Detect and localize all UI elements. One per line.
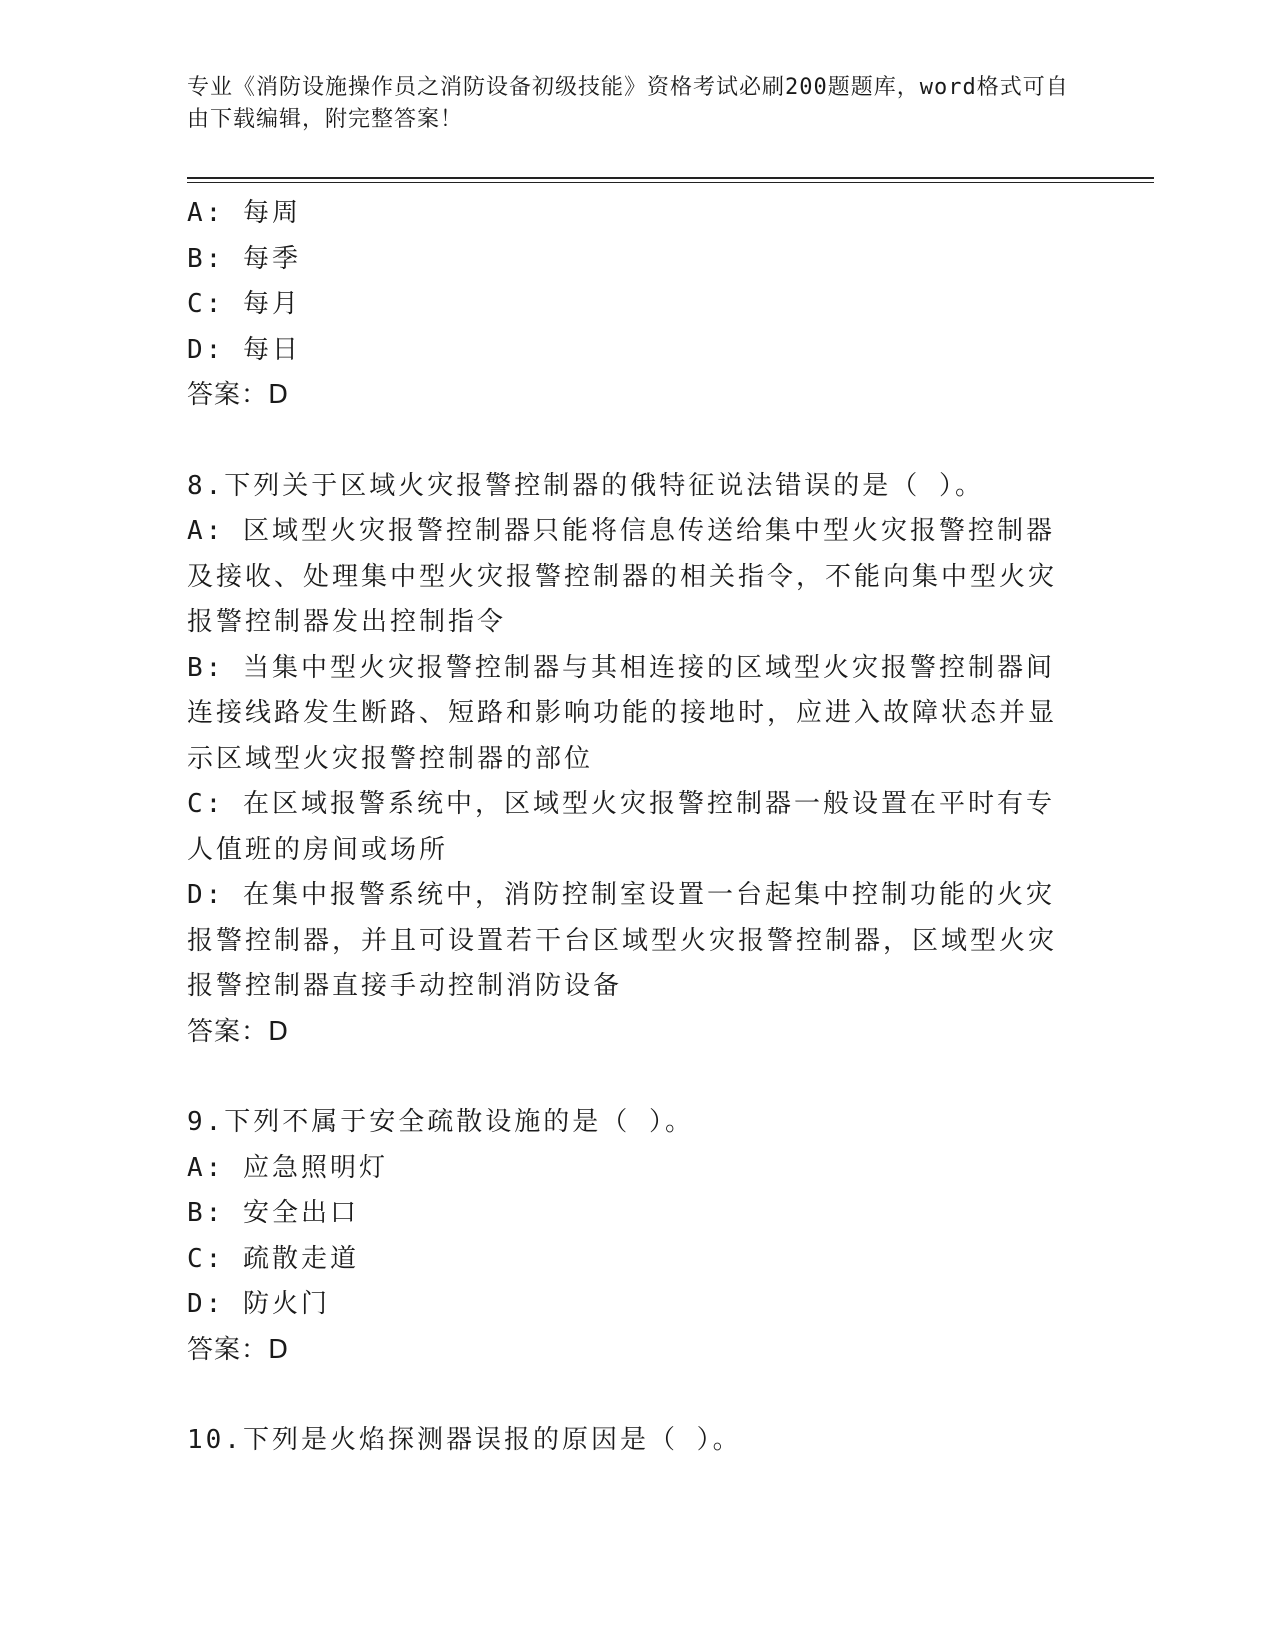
- option-d: D: 在集中报警系统中，消防控制室设置一台起集中控制功能的火灾报警控制器，并且可设置若干台区域型火灾报警控制器，区域型火灾报警控制器直接手动控制消防设备: [187, 880, 1058, 1001]
- answer-line: 答案：D: [187, 1334, 290, 1365]
- option-b: B: 当集中型火灾报警控制器与其相连接的区域型火灾报警控制器间连接线路发生断路、短路和影响功能的接地时，应进入故障状态并显示区域型火灾报警控制器的部位: [187, 652, 1058, 774]
- option-c: C: 疏散走道: [187, 1243, 359, 1274]
- option-c: C: 在区域报警系统中，区域型火灾报警控制器一般设置在平时有专人值班的房间或场所: [187, 789, 1055, 865]
- option-b: B: 每季: [187, 243, 301, 274]
- option-a: A: 区域型火灾报警控制器只能将信息传送给集中型火灾报警控制器及接收、处理集中型火灾报警控制器的相关指令，不能向集中型火灾报警控制器发出控制指令: [187, 516, 1058, 637]
- question-9-block: [187, 1100, 1077, 1373]
- option-d: D: 防火门: [187, 1289, 330, 1319]
- question-10-block: [187, 1418, 1077, 1464]
- option-b: B: 安全出口: [187, 1198, 359, 1228]
- answer-line: 答案：D: [187, 380, 290, 410]
- question-8-block: [187, 464, 1077, 1056]
- question-text: 10.下列是火焰探测器误报的原因是（ ）。: [187, 1425, 742, 1455]
- option-a: A: 每周: [187, 198, 301, 228]
- document-header: 专业《消防设施操作员之消防设备初级技能》资格考试必刷200题题库，word格式可自由下载编辑，附完整答案！: [187, 75, 1069, 132]
- answer-line: 答案：D: [187, 1016, 290, 1047]
- question-list: [187, 191, 1077, 1464]
- option-c: C: 每月: [187, 289, 301, 319]
- header-divider-thin: [187, 182, 1154, 183]
- question-7-block: [187, 191, 1077, 419]
- question-text: 9.下列不属于安全疏散设施的是（ ）。: [187, 1107, 694, 1137]
- header-divider-thick: [187, 177, 1154, 179]
- option-d: D: 每日: [187, 334, 301, 365]
- question-text: 8.下列关于区域火灾报警控制器的俄特征说法错误的是（ ）。: [187, 470, 984, 501]
- option-a: A: 应急照明灯: [187, 1152, 388, 1183]
